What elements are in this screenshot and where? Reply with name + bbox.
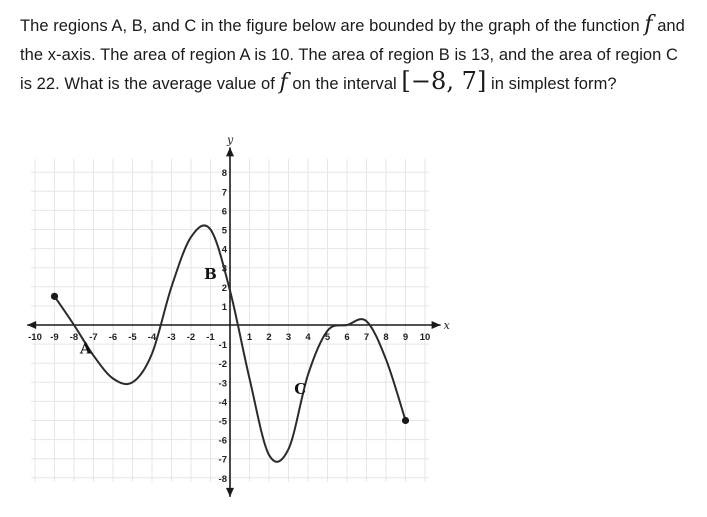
function-symbol: f xyxy=(644,12,653,37)
x-tick-label: -1 xyxy=(206,332,215,343)
y-tick-label: -7 xyxy=(218,454,227,466)
x-tick-label: 8 xyxy=(383,332,389,343)
x-axis-arrow-right xyxy=(432,321,441,329)
y-tick-label: -1 xyxy=(218,340,227,352)
y-axis-label: y xyxy=(227,133,234,147)
x-tick-label: -7 xyxy=(89,332,98,343)
y-axis-arrow-down xyxy=(226,488,234,497)
question-part-1: The regions A, B, and C in the figure below are bounded by the graph of the function xyxy=(20,17,640,35)
tick-labels xyxy=(28,133,450,484)
question-part-2: and the x-axis. The area of region A is 10. The area of region B is 13, and the area of region C is 22. What is the average value of xyxy=(20,17,685,93)
interval-expression: [−8, 7] xyxy=(401,67,487,95)
region-label-c: C xyxy=(294,379,307,398)
x-tick-label: -2 xyxy=(186,332,196,343)
question-part-3: on the interval xyxy=(292,75,397,93)
endpoint-dot xyxy=(51,293,58,300)
x-tick-label: -5 xyxy=(128,332,137,343)
region-label-a: A xyxy=(79,339,92,358)
region-label-b: B xyxy=(204,265,217,284)
x-tick-label: 5 xyxy=(324,332,331,343)
x-tick-label: -6 xyxy=(108,332,118,343)
function-symbol-2: f xyxy=(279,70,288,95)
x-tick-label: -10 xyxy=(28,332,42,343)
x-tick-label: 1 xyxy=(246,332,253,343)
y-tick-label: 8 xyxy=(221,168,227,180)
x-tick-label: 2 xyxy=(266,332,272,343)
x-axis-label: x xyxy=(443,319,450,332)
y-tick-label: -5 xyxy=(218,416,227,428)
y-tick-label: 6 xyxy=(221,206,227,218)
y-tick-label: -4 xyxy=(218,397,227,409)
x-tick-label: -3 xyxy=(167,332,176,343)
x-tick-label: 9 xyxy=(402,332,409,343)
x-tick-label: 3 xyxy=(285,332,292,343)
x-tick-label: -9 xyxy=(50,332,59,343)
y-tick-label: -8 xyxy=(218,473,227,485)
y-tick-label: 2 xyxy=(221,282,227,294)
x-tick-label: 10 xyxy=(419,332,431,343)
x-tick-label: -8 xyxy=(69,332,79,343)
axes xyxy=(27,147,440,497)
y-axis-arrow-up xyxy=(226,147,234,156)
y-tick-label: 1 xyxy=(221,301,227,313)
y-tick-label: 5 xyxy=(221,225,227,237)
y-tick-label: 4 xyxy=(221,244,227,256)
y-tick-label: -6 xyxy=(218,435,227,447)
y-tick-label: -2 xyxy=(218,359,227,371)
y-tick-label: 3 xyxy=(221,263,227,275)
y-tick-label: -3 xyxy=(218,378,227,390)
y-tick-label: 7 xyxy=(221,187,227,199)
x-tick-label: 6 xyxy=(344,332,350,343)
x-tick-label: -4 xyxy=(147,332,157,343)
x-axis-arrow-left xyxy=(27,321,36,329)
x-tick-label: 7 xyxy=(363,332,370,343)
question-part-4: in simplest form? xyxy=(491,75,617,93)
x-tick-label: 4 xyxy=(305,332,311,343)
endpoint-dot xyxy=(402,417,409,424)
